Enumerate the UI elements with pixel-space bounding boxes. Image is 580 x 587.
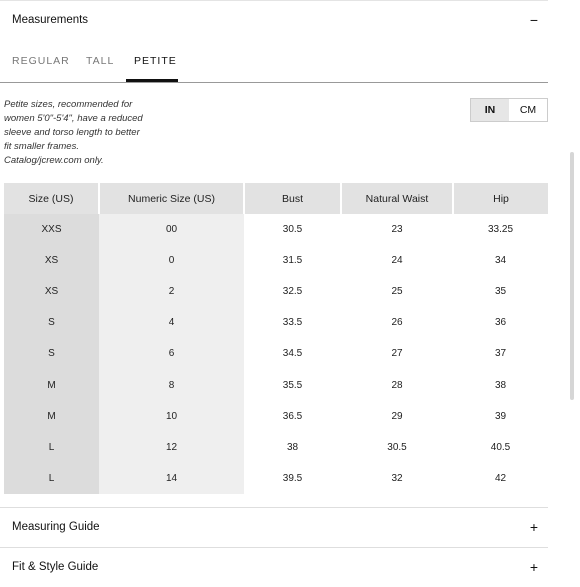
cell-size: M [4,369,99,400]
measurements-title: Measurements [12,14,89,26]
measuring-guide-accordion-header[interactable] [0,507,548,547]
cell-hip: 42 [453,463,548,494]
cell-waist: 27 [341,338,453,369]
fit-style-guide-title: Fit & Style Guide [12,561,99,573]
table-row [4,369,548,400]
cell-bust: 31.5 [244,245,341,276]
description-line: sleeve and torso length to better [4,127,140,138]
cell-hip: 38 [453,369,548,400]
description-line: women 5'0"-5'4", have a reduced [4,113,143,124]
cell-numeric-size: 4 [99,307,244,338]
cell-hip: 34 [453,245,548,276]
fit-style-guide-accordion-header[interactable] [0,547,548,587]
measuring-guide-title: Measuring Guide [12,521,100,533]
table-header-row [4,183,548,214]
header-hip: Hip [453,183,548,214]
table-row [4,276,548,307]
description-line: Catalog/jcrew.com only. [4,155,104,166]
expand-plus-icon[interactable]: + [529,559,539,575]
table-row [4,307,548,338]
cell-hip: 39 [453,401,548,432]
cell-waist: 24 [341,245,453,276]
cell-bust: 39.5 [244,463,341,494]
cell-waist: 28 [341,369,453,400]
cell-bust: 36.5 [244,401,341,432]
unit-cm-button[interactable]: CM [519,104,537,116]
cell-waist: 26 [341,307,453,338]
description-line: Petite sizes, recommended for [4,99,133,110]
table-row [4,401,548,432]
unit-in-button[interactable]: IN [471,99,509,121]
size-table [4,183,548,494]
cell-bust: 32.5 [244,276,341,307]
cell-numeric-size: 2 [99,276,244,307]
cell-numeric-size: 8 [99,369,244,400]
cell-bust: 38 [244,432,341,463]
petite-description [4,98,174,168]
cell-hip: 33.25 [453,214,548,245]
cell-bust: 34.5 [244,338,341,369]
table-row [4,432,548,463]
cell-numeric-size: 6 [99,338,244,369]
cell-size: L [4,432,99,463]
cell-size: XS [4,245,99,276]
active-tab-underline [126,79,178,82]
cell-size: M [4,401,99,432]
cell-size: S [4,307,99,338]
cell-waist: 32 [341,463,453,494]
description-line: fit smaller frames. [4,141,79,152]
table-row [4,338,548,369]
scrollbar-thumb[interactable] [570,152,574,400]
cell-numeric-size: 10 [99,401,244,432]
cell-numeric-size: 0 [99,245,244,276]
cell-hip: 40.5 [453,432,548,463]
unit-toggle [470,98,548,122]
cell-numeric-size: 00 [99,214,244,245]
header-size-us: Size (US) [4,183,99,214]
cell-hip: 37 [453,338,548,369]
cell-waist: 25 [341,276,453,307]
cell-bust: 30.5 [244,214,341,245]
expand-plus-icon[interactable]: + [529,519,539,535]
header-numeric-size: Numeric Size (US) [99,183,244,214]
cell-hip: 35 [453,276,548,307]
header-natural-waist: Natural Waist [341,183,453,214]
table-row [4,245,548,276]
tab-tall[interactable]: TALL [86,55,115,67]
tab-regular[interactable]: REGULAR [12,55,70,67]
cell-size: XXS [4,214,99,245]
cell-waist: 30.5 [341,432,453,463]
header-bust: Bust [244,183,341,214]
cell-size: L [4,463,99,494]
cell-bust: 33.5 [244,307,341,338]
cell-size: XS [4,276,99,307]
cell-hip: 36 [453,307,548,338]
table-row [4,463,548,494]
table-row [4,214,548,245]
measurements-accordion-header[interactable] [0,0,548,40]
tab-petite[interactable]: PETITE [134,55,177,67]
cell-numeric-size: 14 [99,463,244,494]
cell-waist: 23 [341,214,453,245]
cell-waist: 29 [341,401,453,432]
fit-tabs [0,46,548,83]
cell-size: S [4,338,99,369]
collapse-minus-icon[interactable]: − [529,12,539,28]
cell-numeric-size: 12 [99,432,244,463]
cell-bust: 35.5 [244,369,341,400]
